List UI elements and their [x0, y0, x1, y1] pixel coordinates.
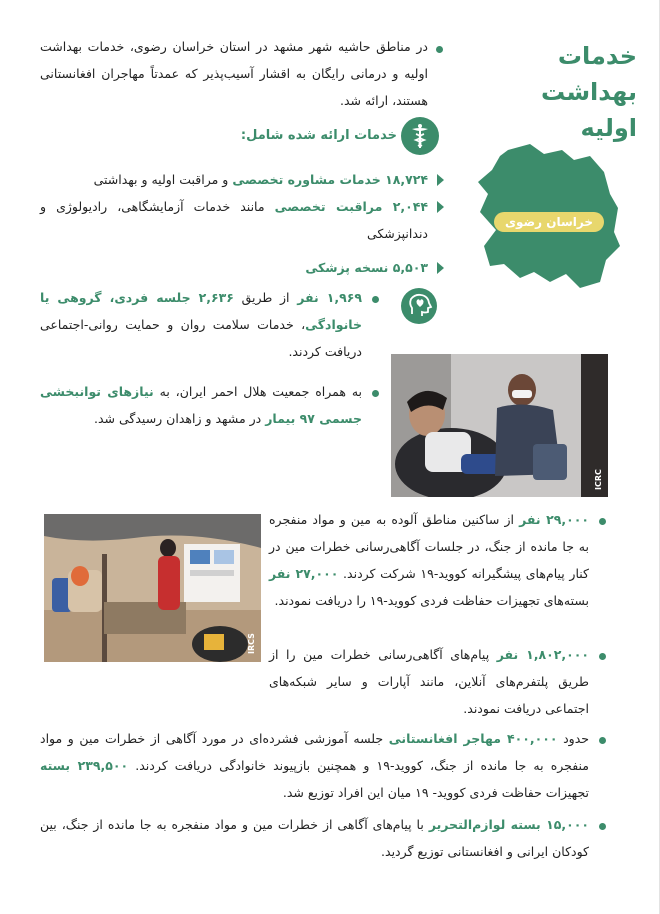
- region-label: خراسان رضوی: [505, 215, 593, 229]
- bullet-dot: [599, 823, 606, 830]
- title-line-2: بهداشت اولیه: [541, 78, 637, 142]
- bullet-dot: [599, 653, 606, 660]
- afghan-migrants-text: حدود ۴۰۰,۰۰۰ مهاجر افغانستانی جلسه آموزشی فشرده‌ای در مورد آگاهی از خطرات مین و مواد منفجره به جا مانده از جنگ، کووید-۱۹ و همچنین بازپیوند خانوادگی دریافت کردند. ۲۳۹,۵۰۰ بسته تجهیزات حفاظت فردی کووید- ۱۹ میان این افراد توزیع شد.: [40, 731, 590, 800]
- service-item-2: ۲,۰۴۴ مراقبت تخصصی مانند خدمات آزمایشگاهی، رادیولوژی و دندانپزشکی: [40, 199, 429, 241]
- service-item-3: ۵,۵۰۳ نسخه پزشکی: [305, 260, 428, 275]
- rehabilitation-photo: [391, 354, 608, 497]
- services-heading: خدمات ارائه شده شامل:: [240, 128, 397, 143]
- bullet-dot: [436, 46, 443, 53]
- bullet-dot: [599, 518, 606, 525]
- page-title: [487, 38, 637, 146]
- service-item-1: ۱۸,۷۲۴ خدمات مشاوره تخصصی و مراقبت اولیه و بهداشتی: [93, 172, 428, 187]
- bullet-dot: [372, 390, 379, 397]
- bullet-dot: [599, 737, 606, 744]
- rehabilitation-text: به همراه جمعیت هلال احمر ایران، به نیازهای توانبخشی جسمی ۹۷ بیمار در مشهد و زاهدان رسیدگی شد.: [40, 384, 363, 426]
- mental-health-text: ۱,۹۶۹ نفر از طریق ۲,۶۳۶ جلسه فردی، گروهی یا خانوادگی، خدمات سلامت روان و حمایت روانی-اجتماعی دریافت کردند.: [40, 290, 362, 359]
- title-line-1: خدمات: [557, 42, 637, 70]
- mine-awareness-sessions-text: ۲۹,۰۰۰ نفر از ساکنین مناطق آلوده به مین و مواد منفجره به جا مانده از جنگ، در جلسات آگاهی‌رسانی خطرات مین در کنار پیام‌های پیشگیرانه کووید-۱۹ شرکت کردند. ۲۷,۰۰۰ نفر بسته‌های تجهیزات حفاظت فردی کووید-۱۹ را دریافت نمودند.: [269, 512, 589, 608]
- mine-awareness-online-text: ۱,۸۰۲,۰۰۰ نفر پیام‌های آگاهی‌رسانی خطرات مین را از طریق پلتفرم‌های آنلاین، مانند آپارات و سایر شبکه‌های اجتماعی دریافت نمودند.: [269, 647, 589, 716]
- stationery-text: ۱۵,۰۰۰ بسته لوازم‌التحریر با پیام‌های آگاهی از خطرات مین و مواد منفجره به جا مانده از جنگ، بین کودکان ایرانی و افغانستانی توزیع گردید.: [40, 817, 589, 859]
- bullet-arrow: [437, 201, 444, 213]
- bullet-dot: [372, 296, 379, 303]
- head-heart-icon: [401, 288, 437, 324]
- bullet-arrow: [437, 174, 444, 186]
- classroom-photo: [44, 514, 261, 662]
- caduceus-icon: [401, 117, 439, 155]
- intro-text: در مناطق حاشیه شهر مشهد در استان خراسان رضوی، خدمات بهداشت اولیه و درمانی رایگان به اقشار آسیب‌پذیر که عمدتاً مهاجران افغانستانی هستند، ارائه شد.: [40, 39, 428, 108]
- bullet-arrow: [437, 262, 444, 274]
- photo-credit: ICRC: [594, 469, 603, 490]
- photo-credit: IRCS: [247, 633, 256, 654]
